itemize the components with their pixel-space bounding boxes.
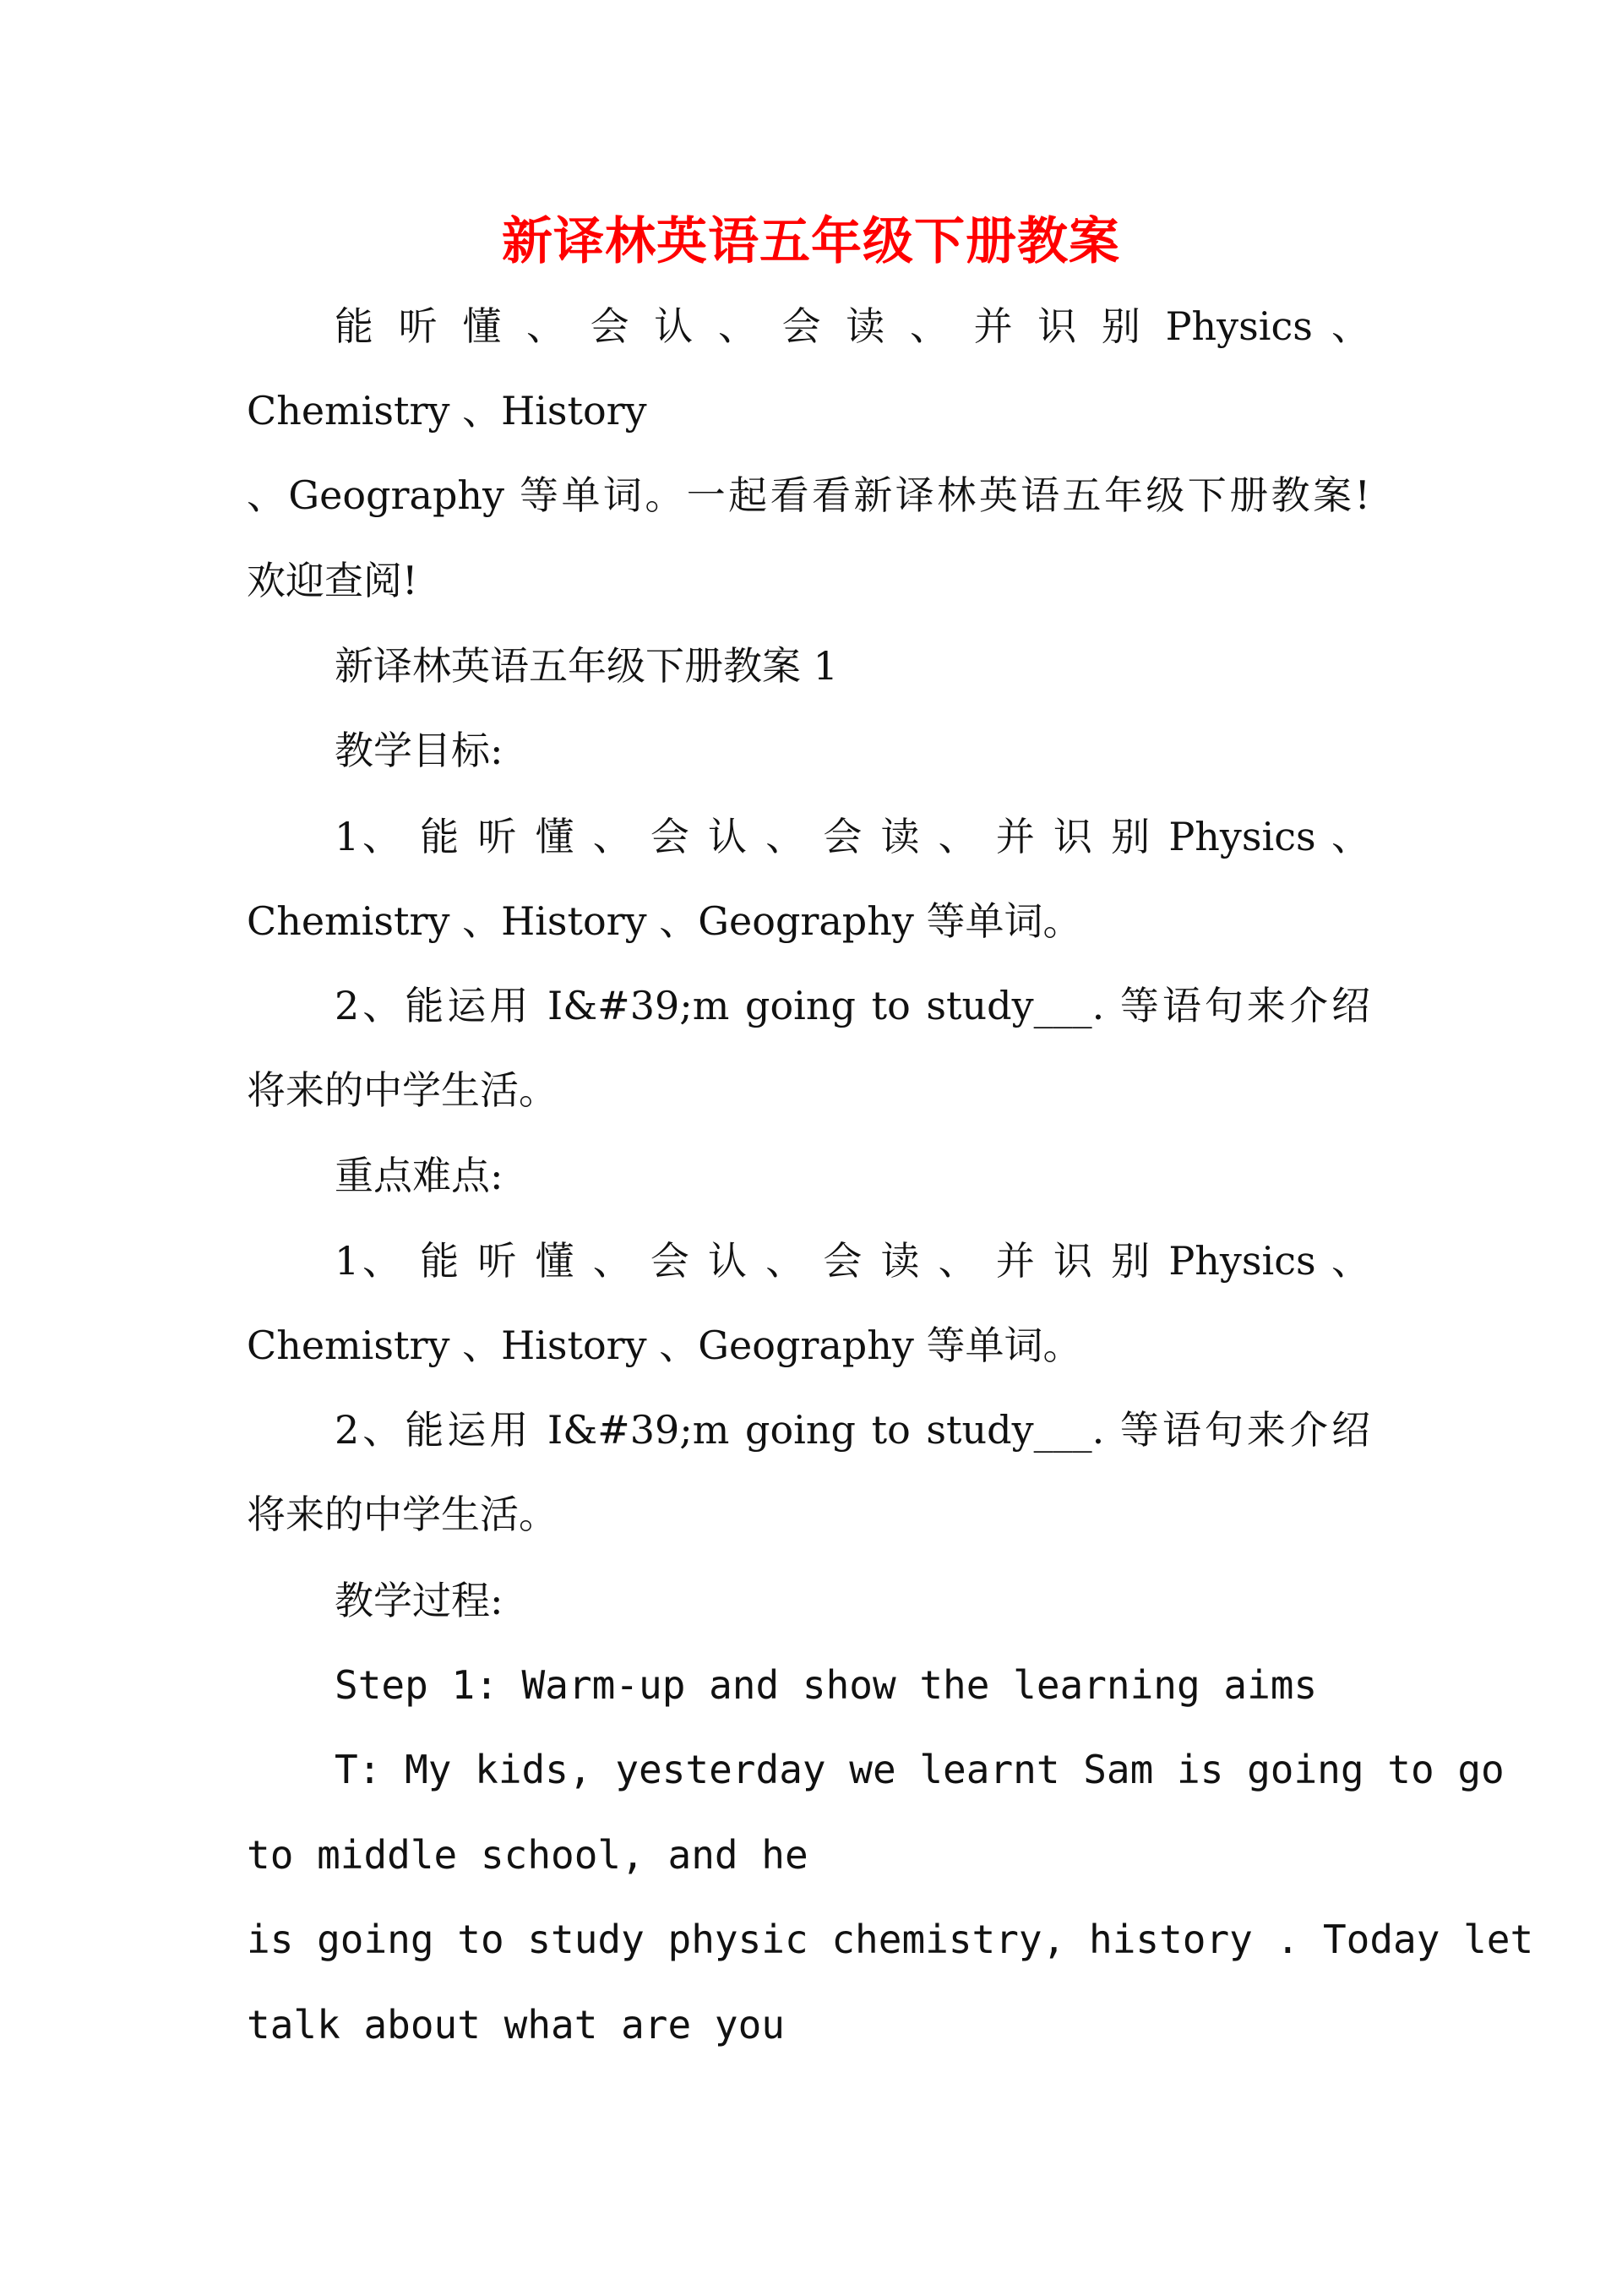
- list-item: 1、 能 听 懂 、 会 认 、 会 读 、 并 识 别 Physics 、: [335, 1238, 1370, 1284]
- paragraph-line: Chemistry 、History: [247, 388, 647, 434]
- list-item: 1、 能 听 懂 、 会 认 、 会 读 、 并 识 别 Physics 、: [335, 814, 1370, 859]
- paragraph-line: talk about what are you: [247, 2002, 785, 2048]
- document-title: 新译林英语五年级下册教案: [502, 212, 1120, 271]
- step-heading: Step 1: Warm-up and show the learning aims: [335, 1662, 1318, 1708]
- paragraph-line: 欢迎查阅!: [247, 558, 418, 603]
- list-item-continuation: Chemistry 、History 、Geography 等单词。: [247, 1323, 1082, 1368]
- paragraph-line: 、Geography 等单词。一起看看新译林英语五年级下册教案!: [247, 472, 1370, 518]
- list-item-continuation: 将来的中学生活。: [247, 1067, 558, 1113]
- subheading-key-points: 重点难点:: [335, 1153, 503, 1198]
- paragraph-line: is going to study physic chemistry, history . Today let: [247, 1917, 1534, 1962]
- list-item: 2、能运用 I&#39;m going to study___. 等语句来介绍: [335, 983, 1370, 1028]
- section-heading: 新译林英语五年级下册教案 1: [335, 643, 838, 689]
- subheading-objectives: 教学目标:: [335, 728, 503, 773]
- list-item-continuation: 将来的中学生活。: [247, 1492, 558, 1537]
- paragraph-line: 能 听 懂 、 会 认 、 会 读 、 并 识 别 Physics 、: [335, 303, 1370, 349]
- paragraph-line: T: My kids, yesterday we learnt Sam is going to go: [335, 1747, 1505, 1792]
- list-item: 2、能运用 I&#39;m going to study___. 等语句来介绍: [335, 1407, 1370, 1453]
- subheading-process: 教学过程:: [335, 1578, 503, 1623]
- list-item-continuation: Chemistry 、History 、Geography 等单词。: [247, 898, 1082, 944]
- paragraph-line: to middle school, and he: [247, 1832, 808, 1878]
